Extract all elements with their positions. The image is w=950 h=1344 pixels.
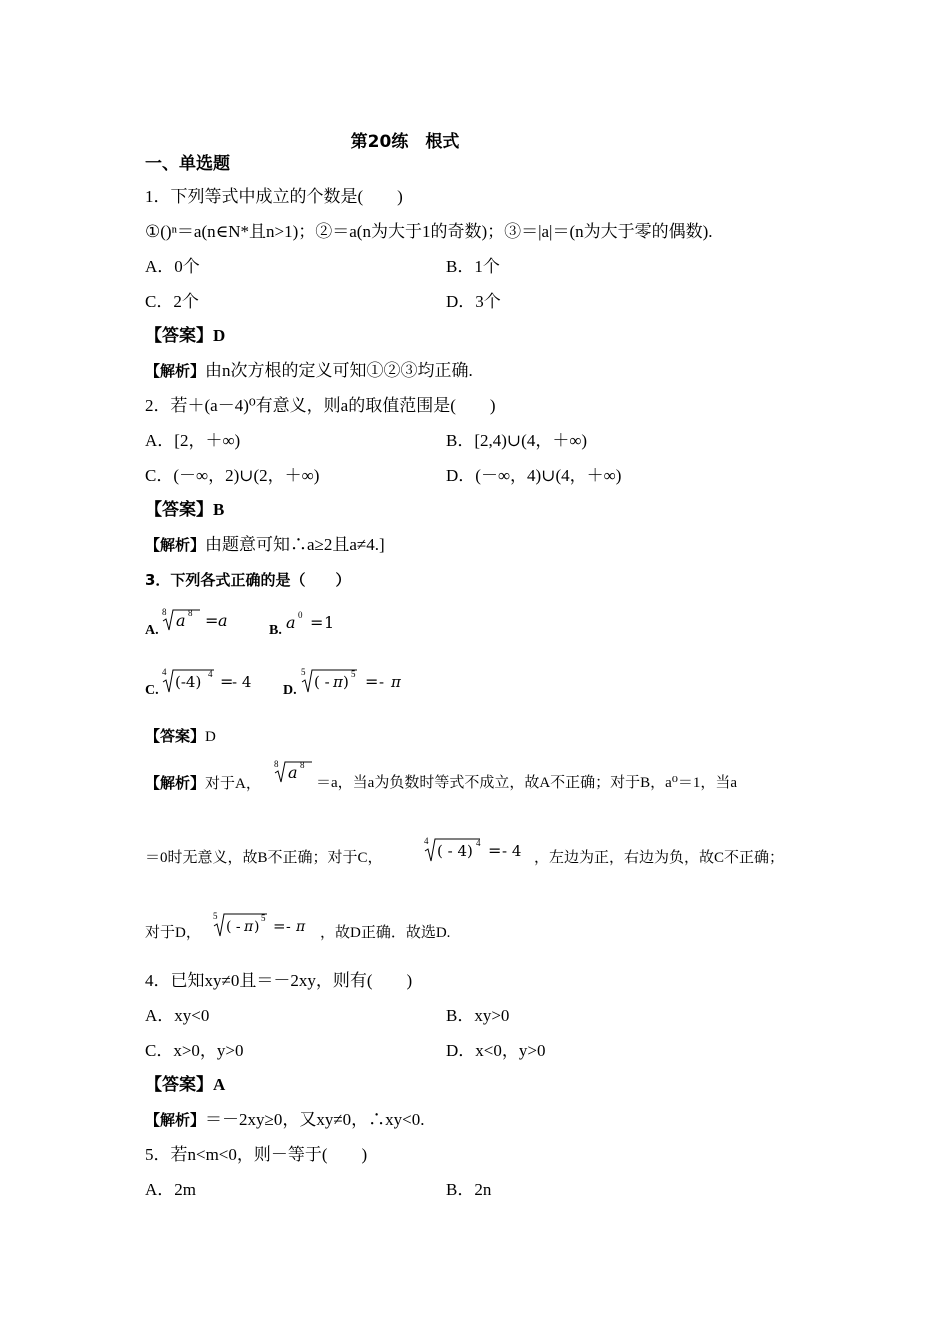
analysis-text: 对于A， (205, 776, 261, 792)
q3-option-d (283, 678, 297, 702)
svg-text:=: = (310, 613, 324, 632)
q1-option-d: D．3个 (446, 292, 501, 311)
q2-option-c: C．(－∞，2)∪(2，＋∞) (145, 466, 320, 485)
q3-analysis-formula-c (422, 834, 532, 866)
svg-text:(-4): (-4) (175, 673, 202, 691)
q3-answer (145, 725, 216, 748)
analysis-label: 【解析】 (145, 774, 206, 792)
option-label: A. (145, 623, 159, 638)
q3-analysis-line3b: ，故D正确．故选D. (320, 925, 451, 941)
q2-stem: 2．若＋(a－4)⁰有意义，则a的取值范围是( ) (145, 396, 496, 415)
svg-text:=: = (220, 672, 234, 691)
svg-text:8: 8 (162, 607, 167, 617)
svg-text:a: a (286, 613, 296, 632)
q3-option-d-formula (299, 665, 409, 697)
svg-text:): ) (254, 919, 260, 935)
svg-text:a: a (288, 763, 298, 782)
svg-text:4: 4 (424, 836, 429, 846)
answer-label: 【答案】 (145, 727, 206, 745)
q3-option-a (145, 618, 159, 642)
answer-value: B (213, 500, 225, 519)
svg-text:( -: ( - (226, 919, 241, 935)
answer-value: D (205, 729, 216, 745)
q4-option-a: A．xy<0 (145, 1006, 210, 1025)
q3-option-c (145, 678, 159, 702)
q4-option-b: B．xy>0 (446, 1006, 510, 1025)
q3-option-b (269, 618, 282, 642)
svg-text:8: 8 (274, 759, 279, 769)
svg-text:π: π (333, 673, 343, 691)
q2-option-a: A．[2，＋∞) (145, 431, 241, 450)
q1-stem: 1．下列等式中成立的个数是( ) (145, 187, 403, 206)
svg-text:-: - (286, 919, 291, 935)
q3-analysis-formula-d (211, 909, 321, 941)
svg-text:8: 8 (300, 760, 305, 770)
analysis-text: 由n次方根的定义可知①②③均正确. (205, 361, 473, 380)
q3-analysis-line2a: ＝0时无意义，故B不正确；对于C， (145, 850, 383, 866)
answer-label: 【答案】 (145, 1075, 213, 1095)
q3-option-a-formula (160, 606, 230, 636)
svg-text:=: = (205, 611, 219, 630)
option-label: D. (283, 683, 297, 698)
svg-text:=: = (488, 841, 502, 860)
analysis-label: 【解析】 (145, 362, 206, 380)
svg-text:( - 4): ( - 4) (437, 842, 473, 860)
analysis-text: 由题意可知∴a≥2且a≠4.] (205, 535, 385, 554)
q4-option-d: D．x<0，y>0 (446, 1041, 546, 1060)
svg-text:- 4: - 4 (502, 842, 522, 860)
q5-option-a: A．2m (145, 1180, 196, 1199)
q1-statement: ①()ⁿ＝a(n∈N*且n>1)；②＝a(n为大于1的奇数)；③＝|a|＝(n为大于零的偶数). (145, 222, 713, 241)
svg-text:π: π (391, 673, 401, 691)
svg-text:a: a (218, 611, 228, 630)
svg-text:1: 1 (324, 613, 335, 632)
svg-text:=: = (273, 917, 286, 935)
page-title: 第20练 根式 (350, 132, 460, 152)
option-label: C. (145, 683, 159, 698)
q3-option-c-formula (160, 665, 260, 697)
svg-text:π: π (244, 919, 254, 935)
answer-label: 【答案】 (145, 326, 213, 346)
analysis-label: 【解析】 (145, 536, 206, 554)
svg-text:5: 5 (213, 911, 218, 921)
q1-option-b: B．1个 (446, 257, 500, 276)
q5-option-b: B．2n (446, 1180, 492, 1199)
svg-text:4: 4 (208, 669, 213, 679)
option-label: B. (269, 623, 282, 638)
svg-text:8: 8 (188, 608, 193, 618)
svg-text:-: - (379, 673, 385, 691)
svg-text:- 4: - 4 (232, 673, 252, 691)
svg-text:): ) (343, 673, 349, 691)
q3-analysis-formula-a (272, 758, 316, 788)
q3-analysis-line3a: 对于D， (145, 925, 201, 941)
answer-label: 【答案】 (145, 500, 213, 520)
answer-value: A (213, 1075, 226, 1094)
svg-text:π: π (296, 919, 306, 935)
q4-analysis (145, 1109, 425, 1131)
q2-answer (145, 499, 224, 521)
svg-text:a: a (176, 611, 186, 630)
q1-analysis (145, 360, 473, 382)
answer-value: D (213, 326, 226, 345)
q4-answer (145, 1074, 225, 1096)
q1-option-c: C．2个 (145, 292, 199, 311)
q3-analysis-line2b: ，左边为正，右边为负，故C不正确； (534, 850, 785, 866)
q2-option-b: B．[2,4)∪(4，＋∞) (446, 431, 588, 450)
analysis-text: ＝－2xy≥0，又xy≠0，∴xy<0. (205, 1110, 425, 1129)
q2-option-d: D．(－∞，4)∪(4，＋∞) (446, 466, 622, 485)
q3-stem: 3．下列各式正确的是（ ） (145, 571, 351, 589)
q3-option-b-formula (284, 608, 344, 636)
q3-analysis-line1b: ＝a，当a为负数时等式不成立，故A不正确；对于B，a⁰＝1，当a (316, 775, 737, 791)
svg-text:=: = (365, 672, 379, 691)
q5-stem: 5．若n<m<0，则－等于( ) (145, 1145, 368, 1164)
svg-text:5: 5 (351, 669, 356, 679)
svg-text:5: 5 (301, 667, 306, 677)
q1-option-a: A．0个 (145, 257, 200, 276)
q4-stem: 4．已知xy≠0且＝－2xy，则有( ) (145, 971, 413, 990)
svg-text:( -: ( - (314, 673, 330, 691)
q1-answer (145, 325, 225, 347)
q4-option-c: C．x>0，y>0 (145, 1041, 244, 1060)
section-heading: 一、单选题 (145, 154, 230, 174)
svg-text:4: 4 (476, 838, 481, 848)
svg-text:0: 0 (298, 610, 303, 620)
svg-text:5: 5 (261, 913, 266, 923)
q2-analysis (145, 534, 385, 556)
svg-text:4: 4 (162, 667, 167, 677)
analysis-label: 【解析】 (145, 1111, 206, 1129)
q3-analysis-line1 (145, 772, 261, 795)
